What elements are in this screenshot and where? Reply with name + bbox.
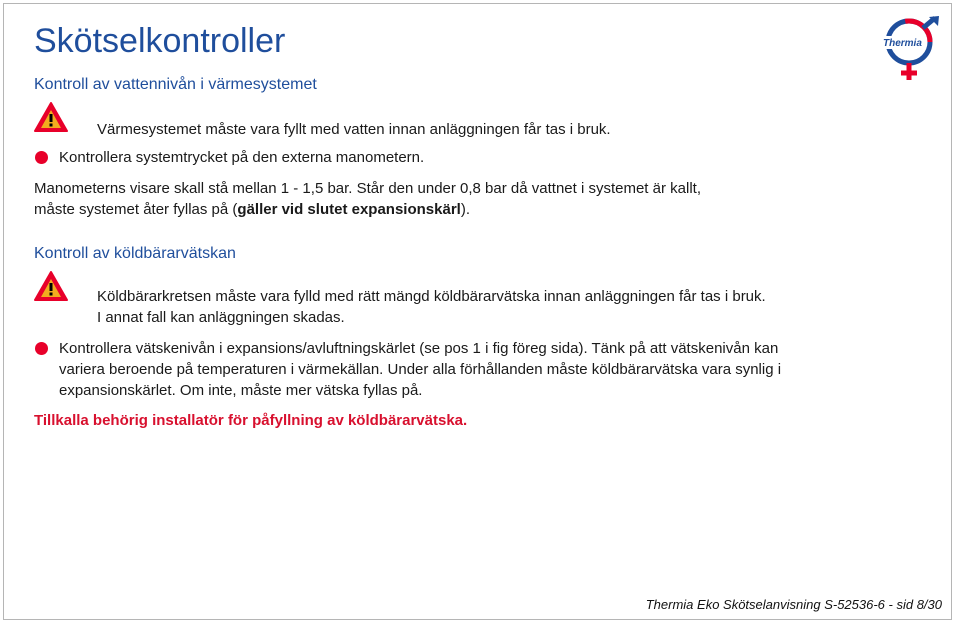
section2-bullet-line2: variera beroende på temperaturen i värmekällan. Under alla förhållanden måste köldbärarvätska vara synlig i bbox=[59, 361, 782, 378]
warning-icon bbox=[33, 101, 69, 133]
section2-bullet-line3: expansionskärlet. Om inte, måste mer vätska fyllas på. bbox=[59, 382, 423, 399]
warning-icon bbox=[33, 270, 69, 302]
bullet-dot bbox=[35, 151, 48, 164]
page-title: Skötselkontroller bbox=[34, 22, 286, 60]
bullet-dot bbox=[35, 342, 48, 355]
section2-bullet-line1: Kontrollera vätskenivån i expansions/avluftningskärlet (se pos 1 i fig föreg sida). Tänk på att vätskenivån kan bbox=[59, 340, 779, 357]
section2-warning-line1: Köldbärarkretsen måste vara fylld med rätt mängd köldbärarvätska innan anläggningen får tas i bruk. bbox=[97, 288, 766, 305]
section1-paragraph-line2 bbox=[34, 199, 470, 220]
section1-paragraph-line1: Manometerns visare skall stå mellan 1 - 1,5 bar. Står den under 0,8 bar då vattnet i systemet är kallt, bbox=[34, 180, 701, 197]
section1-warning-text: Värmesystemet måste vara fyllt med vatten innan anläggningen får tas i bruk. bbox=[97, 121, 611, 138]
svg-text:Thermia: Thermia bbox=[883, 38, 922, 49]
para-prefix: måste systemet åter fyllas på ( bbox=[34, 201, 238, 218]
para-suffix: ). bbox=[460, 201, 470, 218]
section1-bullet-text: Kontrollera systemtrycket på den externa manometern. bbox=[59, 149, 425, 166]
section2-heading: Kontroll av köldbärarvätskan bbox=[34, 245, 236, 262]
thermia-logo bbox=[881, 16, 941, 82]
section2-warning-line2: I annat fall kan anläggningen skadas. bbox=[97, 309, 345, 326]
call-to-action: Tillkalla behörig installatör för påfyllning av köldbärarvätska. bbox=[34, 412, 468, 429]
section1-heading: Kontroll av vattennivån i värmesystemet bbox=[34, 76, 317, 93]
page-footer: Thermia Eko Skötselanvisning S-52536-6 - sid 8/30 bbox=[645, 597, 942, 612]
para-bold: gäller vid slutet expansionskärl bbox=[237, 201, 461, 218]
